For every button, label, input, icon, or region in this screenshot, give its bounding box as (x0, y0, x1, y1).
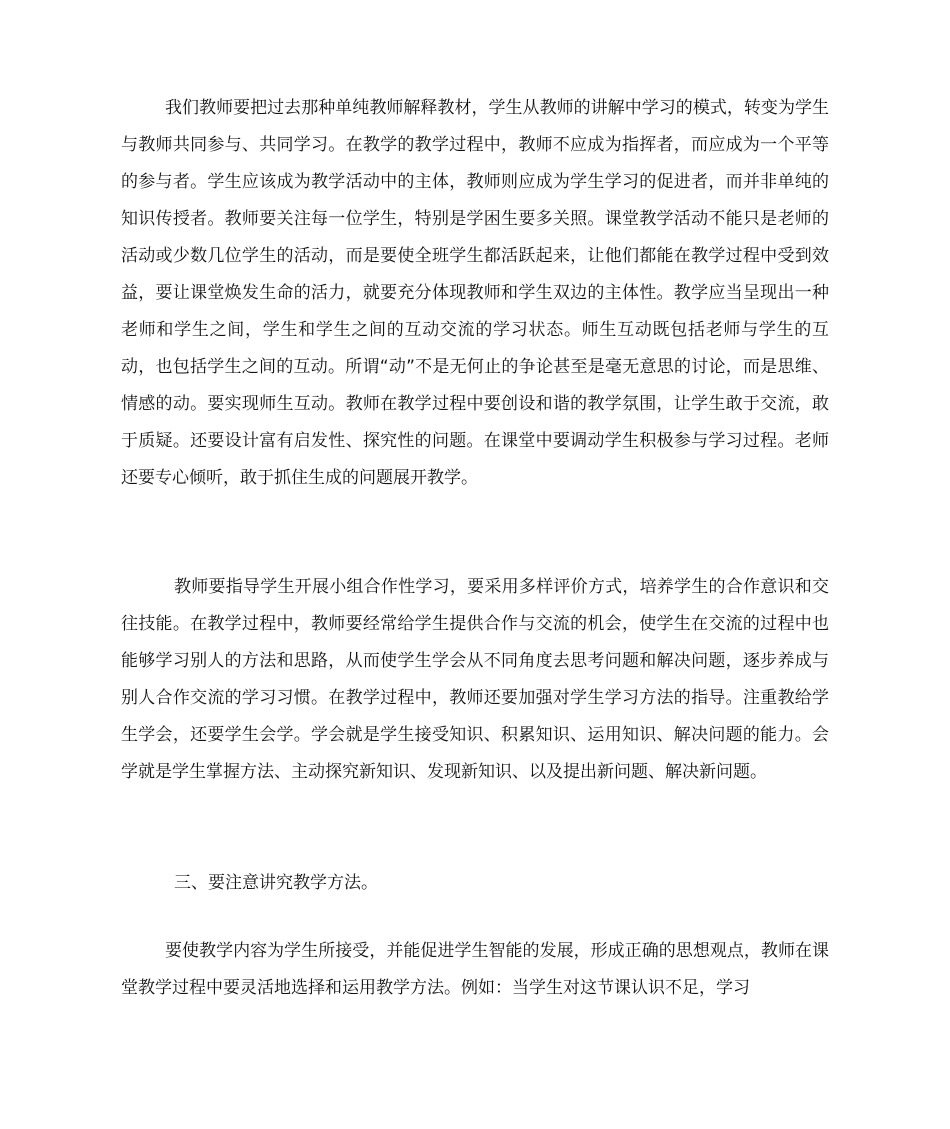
paragraph-teacher-student-interaction: 我们教师要把过去那种单纯教师解释教材，学生从教师的讲解中学习的模式，转变为学生与教师共同参与、共同学习。在教学的教学过程中，教师不应成为指挥者，而应成为一个平等的参与者。学生应该成为教学活动中的主体，教师则应成为学生学习的促进者，而并非单纯的知识传授者。教师要关注每一位学生，特别是学困生要多关照。课堂教学活动不能只是老师的活动或少数几位学生的活动，而是要使全班学生都活跃起来，让他们都能在教学过程中受到效益，要让课堂焕发生命的活力，就要充分体现教师和学生双边的主体性。教学应当呈现出一种老师和学生之间，学生和学生之间的互动交流的学习状态。师生互动既包括老师与学生的互动，也包括学生之间的互动。所谓“动”不是无何止的争论甚至是毫无意思的讨论，而是思维、情感的动。要实现师生互动。教师在教学过程中要创设和谐的教学氛围，让学生敢于交流，敢于质疑。还要设计富有启发性、探究性的问题。在课堂中要调动学生积极参与学习过程。老师还要专心倾听，敢于抓住生成的问题展开教学。 (121, 98, 829, 488)
paragraph-group-cooperative-learning: 教师要指导学生开展小组合作性学习，要采用多样评价方式，培养学生的合作意识和交往技能。在教学过程中，教师要经常给学生提供合作与交流的机会，使学生在交流的过程中也能够学习别人的方法和思路，从而使学生学会从不同角度去思考问题和解决问题，逐步养成与别人合作交流的学习习惯。在教学过程中，教师还要加强对学生学习方法的指导。注重教给学生学会，还要学生会学。学会就是学生接受知识、积累知识、运用知识、解决问题的能力。会学就是学生掌握方法、主动探究新知识、发现新知识、以及提出新问题、解决新问题。 (121, 577, 829, 782)
section-heading-teaching-methods: 三、要注意讲究教学方法。 (174, 873, 378, 893)
paragraph-teaching-methods: 要使教学内容为学生所接受，并能促进学生智能的发展，形成正确的思想观点，教师在课堂教学过程中要灵活地选择和运用教学方法。例如：当学生对这节课认识不足，学习 (121, 941, 829, 998)
